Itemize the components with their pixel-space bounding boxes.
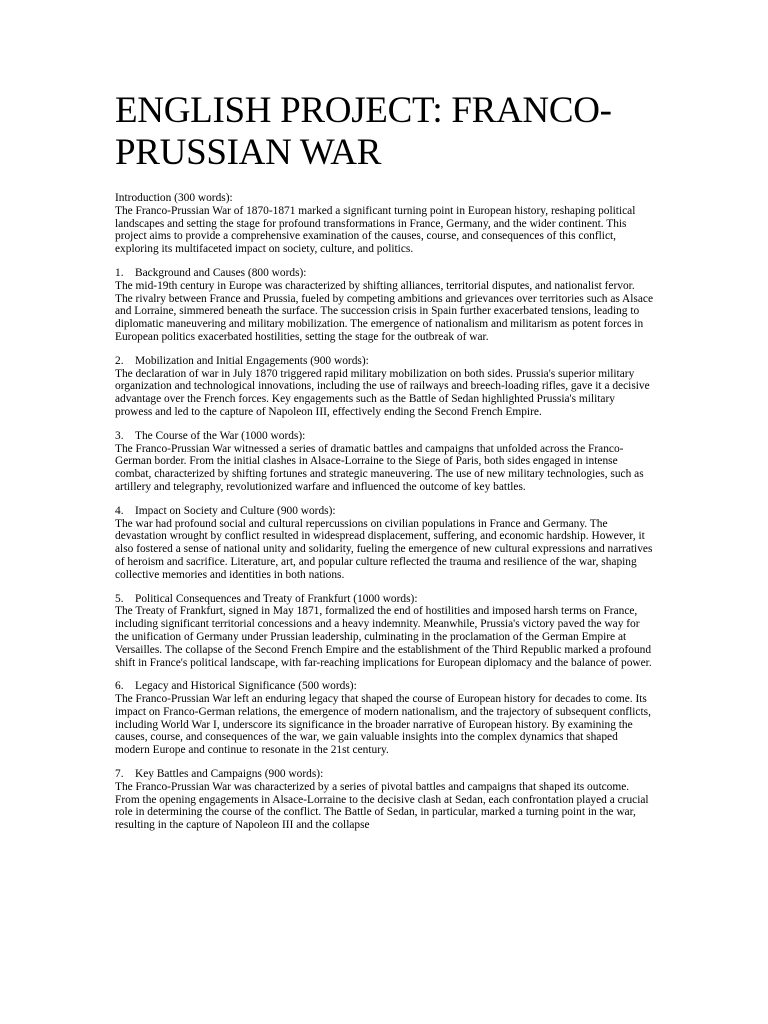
- section-heading: [115, 593, 655, 606]
- section-heading-text: Background and Causes (800 words):: [135, 266, 307, 279]
- section-number: 4.: [115, 504, 124, 517]
- section-heading-text: The Course of the War (1000 words):: [135, 429, 306, 442]
- section-paragraph: The Franco-Prussian War left an enduring legacy that shaped the course of European history for decades to come. Its impact on Franco-German relations, the emergence of modern nationalism, and the trajectory of subsequent conflicts, including World War I, underscore its significance in the broader narrative of European history. By examining the causes, course, and consequences of the war, we gain valuable insights into the complex dynamics that shaped modern Europe and continue to resonate in the 21st century.: [115, 693, 651, 757]
- section-heading: [115, 768, 655, 781]
- section-number: 6.: [115, 680, 124, 693]
- intro-section: [115, 192, 655, 256]
- section-paragraph: The declaration of war in July 1870 triggered rapid military mobilization on both sides. Prussia's superior military organization and technological innovations, including the use of railways and breech-loading rifles, gave it a decisive advantage over the French forces. Key engagements such as the Battle of Sedan highlighted Prussia's military prowess and led to the capture of Napoleon III, effectively ending the Second French Empire.: [115, 367, 650, 418]
- section-heading: [115, 430, 655, 443]
- section-heading: [115, 680, 655, 693]
- section-4: [115, 505, 655, 582]
- section-heading-text: Political Consequences and Treaty of Frankfurt (1000 words):: [135, 592, 418, 605]
- section-heading: [115, 505, 655, 518]
- intro-paragraph: The Franco-Prussian War of 1870-1871 marked a significant turning point in European history, reshaping political landscapes and setting the stage for profound transformations in France, Germany, and the wider continent. This project aims to provide a comprehensive examination of the causes, course, and consequences of this conflict, exploring its multifaceted impact on society, culture, and politics.: [115, 204, 636, 256]
- section-heading-text: Mobilization and Initial Engagements (900 words):: [135, 354, 369, 367]
- section-5: [115, 593, 655, 670]
- document-page: [115, 90, 655, 843]
- section-number: 2.: [115, 354, 124, 367]
- intro-heading: Introduction (300 words):: [115, 192, 233, 204]
- document-title: ENGLISH PROJECT: FRANCO-PRUSSIAN WAR: [115, 90, 612, 173]
- section-7: [115, 768, 655, 832]
- section-paragraph: The Franco-Prussian War witnessed a series of dramatic battles and campaigns that unfolded across the Franco-German border. From the initial clashes in Alsace-Lorraine to the Siege of Paris, both sides engaged in intense combat, characterized by shifting fortunes and strategic maneuvering. The use of new military technologies, such as artillery and telegraphy, revolutionized warfare and influenced the outcome of key battles.: [115, 442, 644, 493]
- section-heading-text: Legacy and Historical Significance (500 words):: [135, 680, 357, 693]
- section-2: [115, 355, 655, 419]
- section-number: 3.: [115, 429, 124, 442]
- section-paragraph: The war had profound social and cultural repercussions on civilian populations in France and Germany. The devastation wrought by conflict resulted in widespread displacement, suffering, and economic hardship. However, it also fostered a sense of national unity and solidarity, fueling the emergence of new cultural expressions and narratives of heroism and sacrifice. Literature, art, and popular culture reflected the trauma and resilience of the war, shaping collective memories and identities in both nations.: [115, 517, 653, 581]
- section-number: 1.: [115, 266, 124, 279]
- section-number: 7.: [115, 768, 124, 781]
- section-paragraph: The Treaty of Frankfurt, signed in May 1871, formalized the end of hostilities and imposed harsh terms on France, including significant territorial concessions and a heavy indemnity. Meanwhile, Prussia's victory paved the way for the unification of Germany under Prussian leadership, culminating in the proclamation of the German Empire at Versailles. The collapse of the Second French Empire and the establishment of the Third Republic marked a profound shift in France's political landscape, with far-reaching implications for European diplomacy and the balance of power.: [115, 605, 652, 669]
- section-number: 5.: [115, 592, 124, 605]
- section-paragraph: The mid-19th century in Europe was characterized by shifting alliances, territorial disputes, and nationalist fervor. The rivalry between France and Prussia, fueled by competing ambitions and grievances over territories such as Alsace and Lorraine, simmered beneath the surface. The succession crisis in Spain further exacerbated tensions, leading to diplomatic maneuvering and military mobilization. The emergence of nationalism and militarism as potent forces in European politics exacerbated hostilities, setting the stage for the outbreak of war.: [115, 279, 654, 343]
- section-1: [115, 267, 655, 344]
- section-heading: [115, 355, 655, 368]
- section-paragraph: The Franco-Prussian War was characterized by a series of pivotal battles and campaigns that shaped its outcome. From the opening engagements in Alsace-Lorraine to the decisive clash at Sedan, each confrontation played a crucial role in determining the course of the conflict. The Battle of Sedan, in particular, marked a turning point in the war, resulting in the capture of Napoleon III and the collapse: [115, 780, 649, 832]
- section-heading: [115, 267, 655, 280]
- section-heading-text: Key Battles and Campaigns (900 words):: [135, 768, 324, 781]
- section-heading-text: Impact on Society and Culture (900 words):: [135, 504, 336, 517]
- section-3: [115, 430, 655, 494]
- section-6: [115, 680, 655, 757]
